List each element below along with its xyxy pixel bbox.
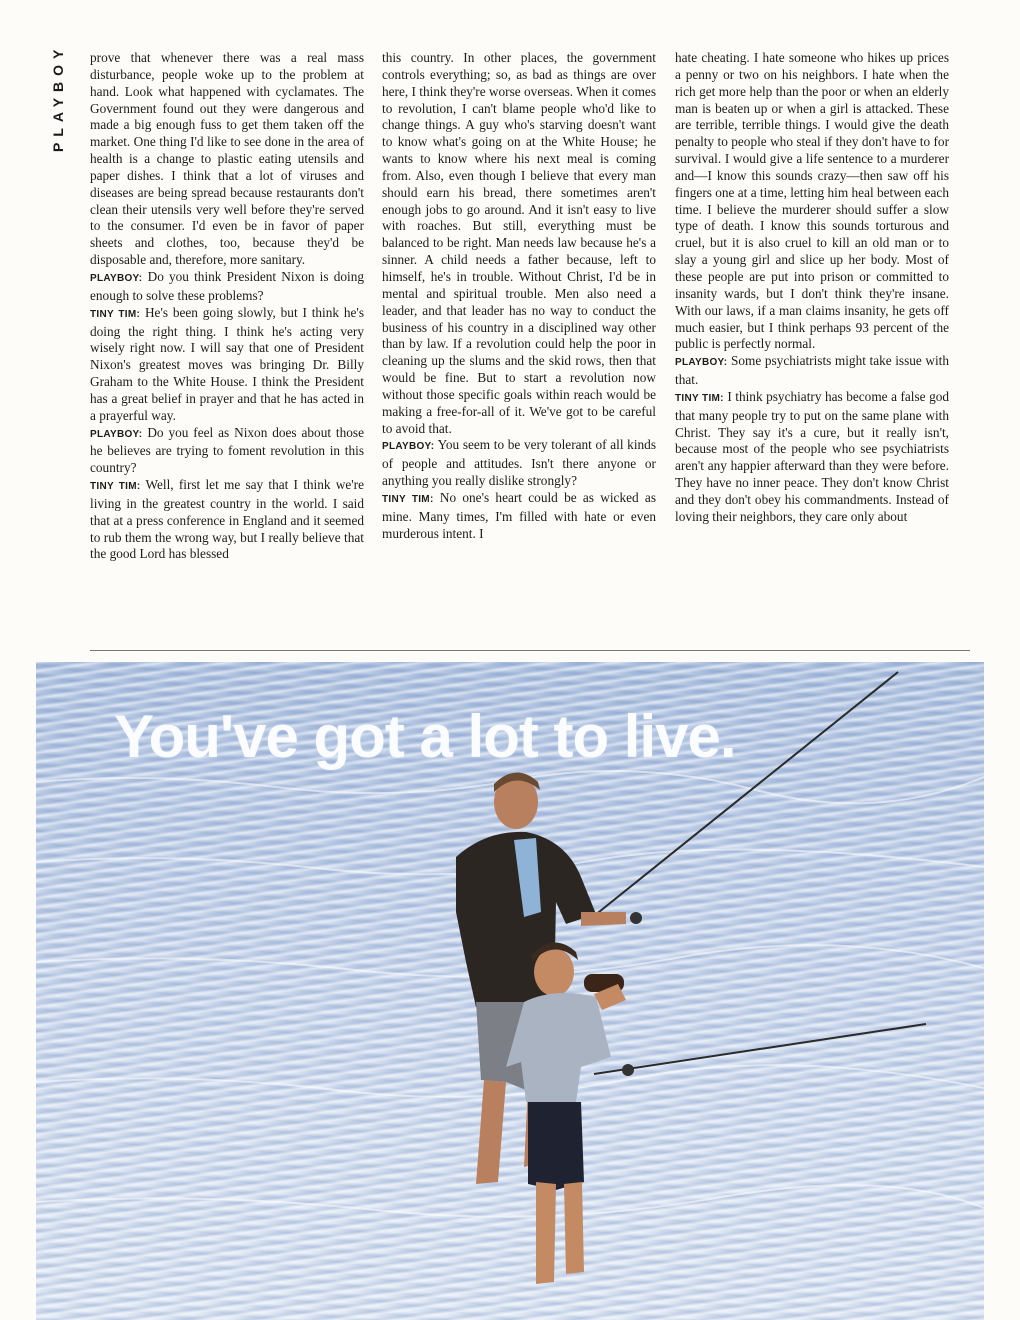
- speaker-label: TINY TIM:: [382, 493, 434, 505]
- speaker-label: PLAYBOY:: [90, 272, 143, 284]
- ad-photo: [36, 662, 984, 1320]
- speaker-label: TINY TIM:: [90, 481, 141, 493]
- speaker-label: TINY TIM:: [90, 308, 141, 320]
- paragraph: [90, 269, 364, 305]
- paragraph-text: Some psychiatrists might take issue with that.: [675, 353, 949, 388]
- paragraph: [675, 389, 949, 526]
- paragraph: [90, 477, 364, 563]
- paragraph-text: Well, first let me say that I think we're living in the greatest country in the world. I said that at a press conference in England and it seemed to rub them the wrong way, but I really believe that the good Lord has blessed: [90, 477, 364, 562]
- paragraph-text: Do you think President Nixon is doing enough to solve these problems?: [90, 268, 364, 303]
- text-column-3: [675, 50, 949, 640]
- paragraph-text: No one's heart could be as wicked as mine. Many times, I'm filled with hate or even murderous intent. I: [382, 489, 656, 541]
- paragraph-text: hate cheating. I hate someone who hikes up prices a penny or two on his neighbors. I hate when the rich get more help than the poor or when an elderly man is beaten up or when a girl is attacked. These are terrible, terrible things. I would give the death penalty to people who steal if they don't have to for survival. I would give a life sentence to a murderer and—I know this sounds crazy—then saw off his fingers one at a time, letting him heal between each time. I believe the murderer should suffer a slow type of death. I know this sounds torturous and cruel, but it is also cruel to kill an old man or to slay a young girl and slice up her body. Most of these people are put into prison or committed to insanity wards, but I don't think they're insane. With our laws, if a man claims insanity, he gets off much easier, but I think perhaps 93 percent of the public is perfectly normal.: [675, 50, 949, 352]
- paragraph-text: I think psychiatry has become a false god that many people try to put on the same plane with Christ. They say it's a cure, but it really isn't, because most of the people who see psychiatrists aren't any happier afterward than they were before. They have no inner peace. They don't know Christ and they don't obey his commandments. Instead of loving their neighbors, they care only about: [675, 388, 949, 524]
- paragraph: [382, 50, 656, 437]
- speaker-label: TINY TIM:: [675, 392, 724, 404]
- paragraph: [90, 305, 364, 425]
- paragraph: [382, 490, 656, 543]
- paragraph-text: He's been going slowly, but I think he's doing the right thing. I think he's acting very wisely right now. I will say that one of President Nixon's greatest moves was bringing Dr. Billy Graham to the White House. I think the President has a great belief in prayer and that he has acted in a prayerful way.: [90, 304, 364, 423]
- paragraph-text: this country. In other places, the government controls everything; so, as bad as things are over here, I think they're worse overseas. When it comes to revolution, I can't blame people who'd like to change things. A guy who's starving doesn't want to know what's going on at the White House; he wants to know where his next meal is coming from. Also, even though I believe that every man should earn his bread, there sometimes aren't enough jobs to go around. And it isn't easy to live with roaches. But still, everything must be balanced to be right. Man needs law because he's a sinner. A child needs a father because, left to himself, he's in trouble. Without Christ, I'd be in mental and spiritual trouble. Men also need a leader, and that leader has no way to conduct the business of his country in a disciplined way other than by law. If a revolution could help the poor in cleaning up the slums and the skid rows, then that would be fine. But to start a revolution now without those specific goals within reach would be making a free-for-all of it. We've got to be careful to avoid that.: [382, 50, 656, 436]
- text-column-1: [90, 50, 364, 640]
- paragraph: [675, 50, 949, 353]
- text-column-2: [382, 50, 656, 640]
- speaker-label: PLAYBOY:: [90, 428, 143, 440]
- speaker-label: PLAYBOY:: [675, 357, 728, 369]
- paragraph-text: prove that whenever there was a real mass disturbance, people woke up to the problem at hand. Look what happened with cyclamates. The Government found out they were dangerous and made a big enough fuss to get them taken off the market. One thing I'd like to see done in the area of health is a change to plastic eating utensils and paper dishes. I think that a lot of viruses and diseases are being spread because restaurants don't clean their utensils very well before they're served to the consumer. I'd even be in favor of paper sheets and clothes, too, because they'd be disposable and, therefore, more sanitary.: [90, 50, 364, 268]
- paragraph: [90, 425, 364, 478]
- paragraph: [382, 437, 656, 490]
- divider-rule: [90, 650, 970, 651]
- paragraph-text: Do you feel as Nixon does about those he believes are trying to foment revolution in this country?: [90, 424, 364, 476]
- paragraph: [90, 50, 364, 269]
- running-head: PLAYBOY: [50, 44, 66, 153]
- paragraph-text: You seem to be very tolerant of all kinds of people and attitudes. Isn't there anyone or anything you really dislike strongly?: [382, 437, 656, 489]
- speaker-label: PLAYBOY:: [382, 441, 435, 453]
- ad-headline: You've got a lot to live.: [114, 703, 736, 770]
- paragraph: [675, 353, 949, 389]
